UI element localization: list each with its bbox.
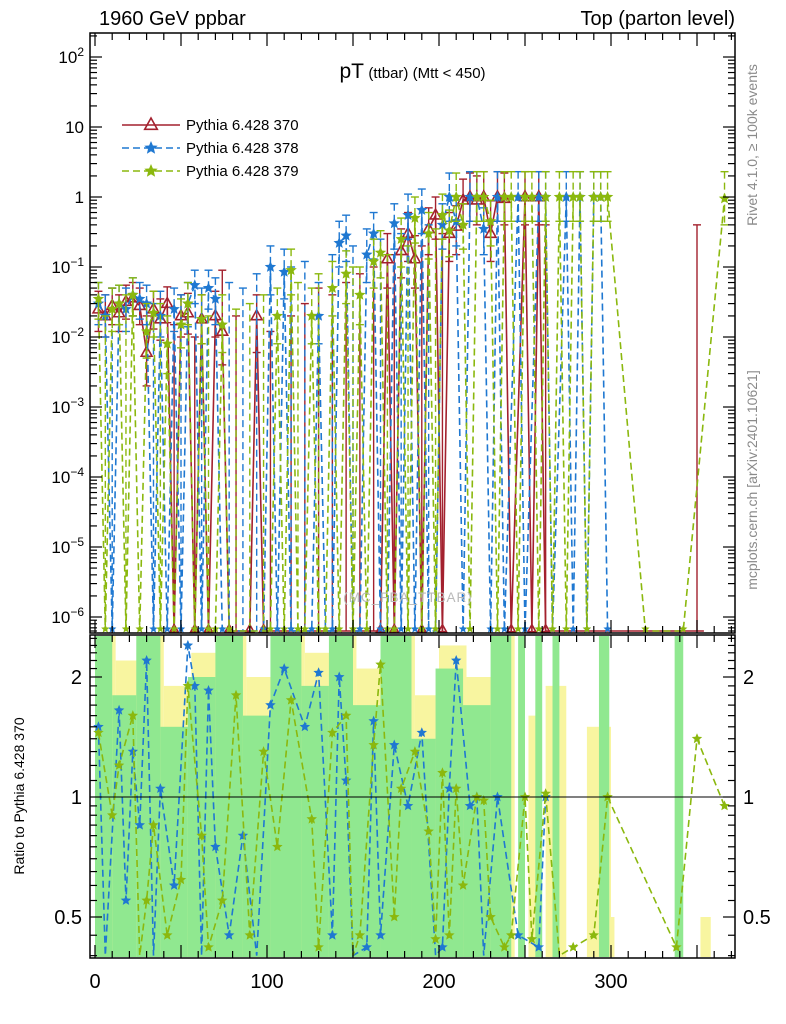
y-tick-base: 10: [51, 398, 71, 417]
y-tick-exp: −2: [70, 325, 84, 339]
y-tick-label: [51, 465, 84, 487]
rivet-version-note: Rivet 4.1.0, ≥ 100k events: [744, 64, 760, 226]
x-tick-label: 200: [422, 971, 456, 993]
ratio-tick-label-left: 1: [70, 787, 82, 809]
star-marker: [719, 193, 730, 204]
y-tick-exp: −5: [70, 535, 84, 549]
star-marker: [459, 625, 467, 633]
ratio-tick-label-right: 1: [743, 787, 755, 809]
green-band: [411, 739, 435, 957]
mcplots-arxiv-note: mcplots.cern.ch [arXiv:2401.10621]: [744, 370, 760, 590]
star-marker: [568, 942, 579, 952]
legend: [122, 117, 299, 180]
x-tick-label: 300: [594, 971, 628, 993]
y-tick-exp: −1: [70, 255, 84, 269]
ratio-tick-label-right: 0.5: [743, 906, 771, 929]
y-tick-base: 10: [51, 608, 71, 627]
ratio-tick-label-right: 2: [743, 667, 755, 690]
legend-sample-marker: [145, 118, 158, 129]
y-tick-exp: −4: [70, 465, 84, 479]
y-tick-label: [51, 535, 84, 557]
x-tick-label: 0: [89, 971, 101, 993]
y-tick-base: 10: [51, 538, 71, 557]
yellow-band: [700, 917, 710, 957]
star-marker: [101, 625, 109, 633]
plot-title-observable: pT: [339, 60, 364, 83]
legend-label-378: Pythia 6.428 378: [186, 140, 299, 157]
star-marker: [692, 733, 702, 743]
y-tick-exp: −3: [70, 395, 84, 409]
legend-label-370: Pythia 6.428 370: [186, 117, 299, 134]
ratio-axis-title: Ratio to Pythia 6.428 370: [11, 717, 27, 875]
legend-sample-marker: [144, 141, 157, 154]
beam-energy-label: 1960 GeV ppbar: [99, 8, 246, 30]
y-tick-base: 10: [51, 258, 71, 277]
main-series: [93, 172, 731, 633]
y-tick-exp: −6: [70, 605, 84, 619]
ratio-tick-label-left: 2: [70, 667, 82, 690]
star-marker: [149, 625, 157, 633]
star-marker: [493, 625, 501, 633]
y-tick-base: 10: [51, 328, 71, 347]
plot-title-cut: (ttbar) (Mtt < 450): [368, 65, 486, 82]
y-tick-label: [65, 118, 84, 137]
y-tick-base: 1: [74, 188, 84, 207]
y-tick-label: [58, 45, 84, 67]
legend-sample-marker: [144, 164, 157, 177]
green-band: [188, 677, 216, 957]
y-tick-base: 10: [65, 118, 84, 137]
y-tick-label: [51, 325, 84, 347]
green-band: [160, 727, 188, 957]
ratio-tick-label-left: 0.5: [54, 906, 82, 929]
x-tick-label: 100: [250, 971, 284, 993]
y-tick-base: 10: [58, 48, 78, 67]
analysis-group-label: Top (parton level): [580, 8, 735, 30]
y-tick-label: [75, 188, 84, 207]
y-tick-label: [51, 255, 84, 277]
green-band: [436, 669, 464, 957]
y-tick-label: [51, 395, 84, 417]
star-marker: [136, 625, 144, 633]
y-tick-label: [51, 605, 84, 627]
y-tick-base: 10: [51, 468, 71, 487]
legend-label-379: Pythia 6.428 379: [186, 163, 299, 180]
green-band: [463, 705, 491, 957]
y-tick-exp: 2: [77, 45, 84, 59]
watermark-analysis-name: (MC_FBA_TTBAR): [343, 590, 473, 605]
